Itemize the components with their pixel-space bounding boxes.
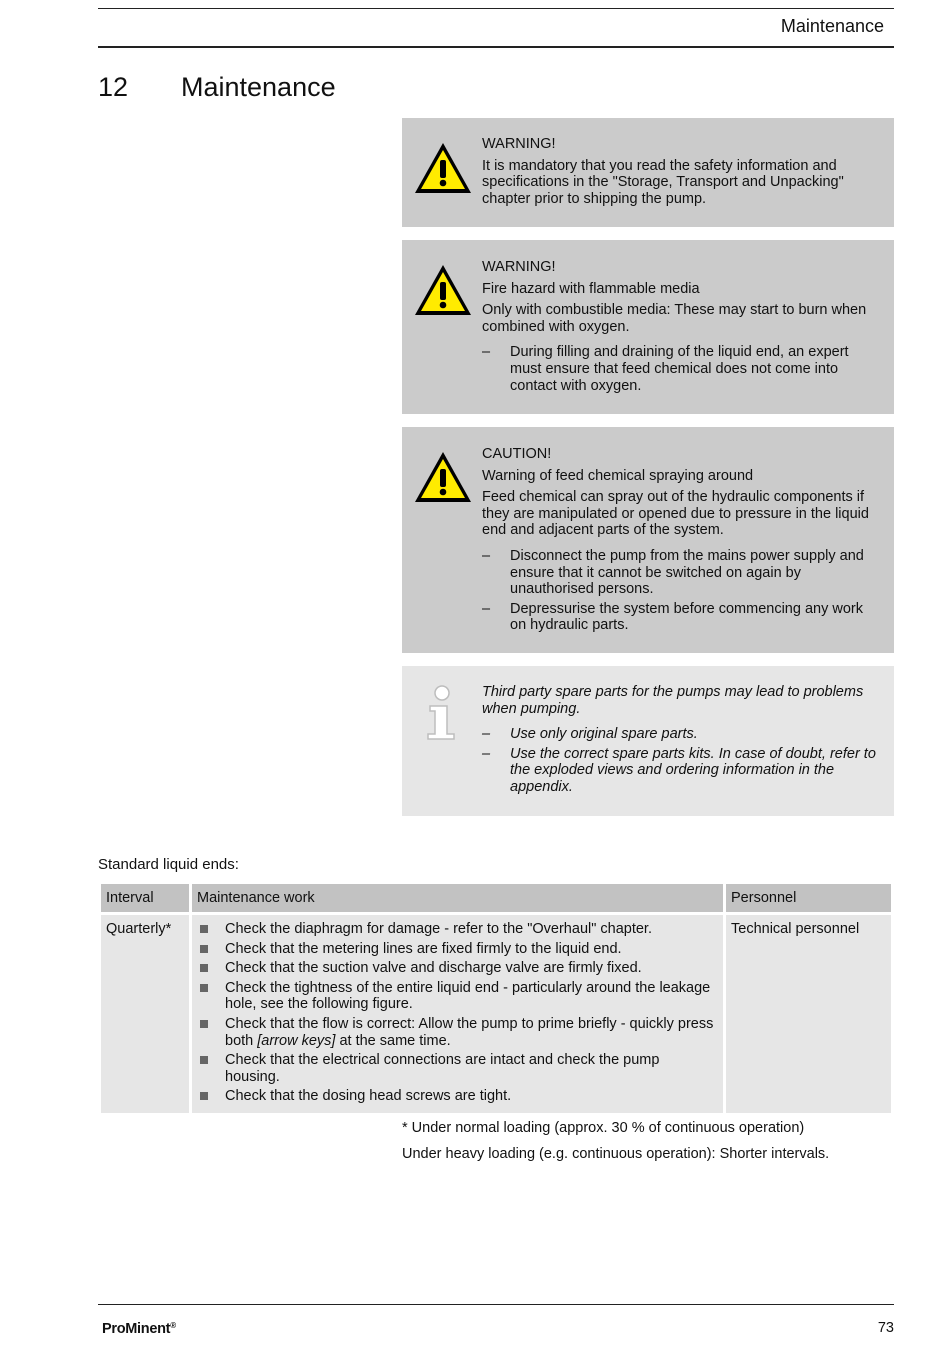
warning-content bbox=[482, 259, 880, 397]
signal-word: WARNING! bbox=[482, 259, 556, 275]
flow-text-before: Check that the flow is correct: Allow the pump to prime briefly - quickly press both bbox=[225, 1015, 714, 1049]
list-item: Check that the suction valve and discharge valve are firmly fixed. bbox=[197, 960, 718, 977]
cell-interval: Quarterly* bbox=[101, 912, 189, 1113]
warning-triangle-icon bbox=[412, 262, 474, 318]
list-item: Check that the metering lines are fixed firmly to the liquid end. bbox=[197, 941, 718, 958]
caution-box-spraying bbox=[402, 427, 894, 653]
table-label: Standard liquid ends: bbox=[98, 856, 239, 873]
cell-maintenance-work bbox=[192, 912, 723, 1113]
header-rule-top bbox=[98, 8, 894, 9]
warning-triangle-icon bbox=[412, 140, 474, 196]
list-item: Check that the dosing head screws are tight. bbox=[197, 1088, 718, 1105]
chapter-title: Maintenance bbox=[181, 72, 336, 102]
info-icon bbox=[424, 684, 458, 742]
signal-word: CAUTION! bbox=[482, 446, 552, 462]
instruction-item: – During filling and draining of the liquid end, an expert must ensure that feed chemical does not come into contact with oxygen. bbox=[482, 344, 880, 394]
header-personnel: Personnel bbox=[726, 884, 891, 912]
running-header: Maintenance bbox=[780, 16, 884, 36]
table-header-row bbox=[101, 884, 891, 912]
info-box-spare-parts bbox=[402, 666, 894, 816]
info-content bbox=[482, 684, 880, 799]
cell-personnel: Technical personnel bbox=[726, 912, 891, 1113]
instruction-item: – Depressurise the system before commencing any work on hydraulic parts. bbox=[482, 601, 880, 634]
warning-content bbox=[482, 136, 880, 216]
header-maintenance-work: Maintenance work bbox=[192, 884, 723, 912]
brand-logo bbox=[102, 1321, 176, 1337]
instruction-item: – Disconnect the pump from the mains power supply and ensure that it cannot be switched on again by unauthorised persons. bbox=[482, 548, 880, 598]
maintenance-table bbox=[98, 884, 894, 1113]
header-rule-bottom bbox=[98, 46, 894, 48]
table-row bbox=[101, 912, 891, 1113]
footer-rule bbox=[98, 1304, 894, 1305]
list-item: Check that the electrical connections are intact and check the pump housing. bbox=[197, 1052, 718, 1085]
note-normal-loading: * Under normal loading (approx. 30 % of continuous operation) bbox=[402, 1120, 805, 1136]
warning-triangle-icon bbox=[412, 449, 474, 505]
maintenance-work-list bbox=[197, 921, 718, 1105]
flow-text-after: at the same time. bbox=[335, 1032, 451, 1049]
info-text: Third party spare parts for the pumps may lead to problems when pumping. bbox=[482, 684, 864, 717]
warning-title: Fire hazard with flammable media bbox=[482, 280, 700, 297]
signal-word: WARNING! bbox=[482, 136, 556, 152]
instruction-item: – Use only original spare parts. bbox=[482, 726, 880, 743]
list-item: Check the tightness of the entire liquid end - particularly around the leakage hole, see the following figure. bbox=[197, 980, 718, 1013]
caution-text: Feed chemical can spray out of the hydraulic components if they are manipulated or opened due to pressure in the liquid end and adjacent parts of the system. bbox=[482, 489, 869, 539]
page-number: 73 bbox=[877, 1320, 894, 1336]
warning-text: It is mandatory that you read the safety information and specifications in the "Storage, Transport and Unpacking" chapter prior to shipping the pump. bbox=[482, 157, 844, 207]
arrow-keys-label: [arrow keys] bbox=[257, 1032, 336, 1049]
caution-title: Warning of feed chemical spraying around bbox=[482, 467, 754, 484]
list-item: Check the diaphragm for damage - refer to the "Overhaul" chapter. bbox=[197, 921, 718, 938]
warning-box-fire-hazard bbox=[402, 240, 894, 414]
chapter-number: 12 bbox=[98, 72, 129, 102]
instruction-item: – Use the correct spare parts kits. In case of doubt, refer to the exploded views and ordering information in the appendix. bbox=[482, 746, 880, 796]
registered-mark: ® bbox=[170, 1321, 176, 1330]
note-heavy-loading: Under heavy loading (e.g. continuous operation): Shorter intervals. bbox=[402, 1146, 830, 1162]
list-item bbox=[197, 1016, 718, 1049]
header-interval: Interval bbox=[101, 884, 189, 912]
warning-text: Only with combustible media: These may start to burn when combined with oxygen. bbox=[482, 302, 867, 335]
caution-content bbox=[482, 446, 880, 637]
brand-name: ProMinent bbox=[102, 1321, 171, 1337]
chapter-heading bbox=[98, 72, 336, 103]
warning-box-shipping bbox=[402, 118, 894, 227]
